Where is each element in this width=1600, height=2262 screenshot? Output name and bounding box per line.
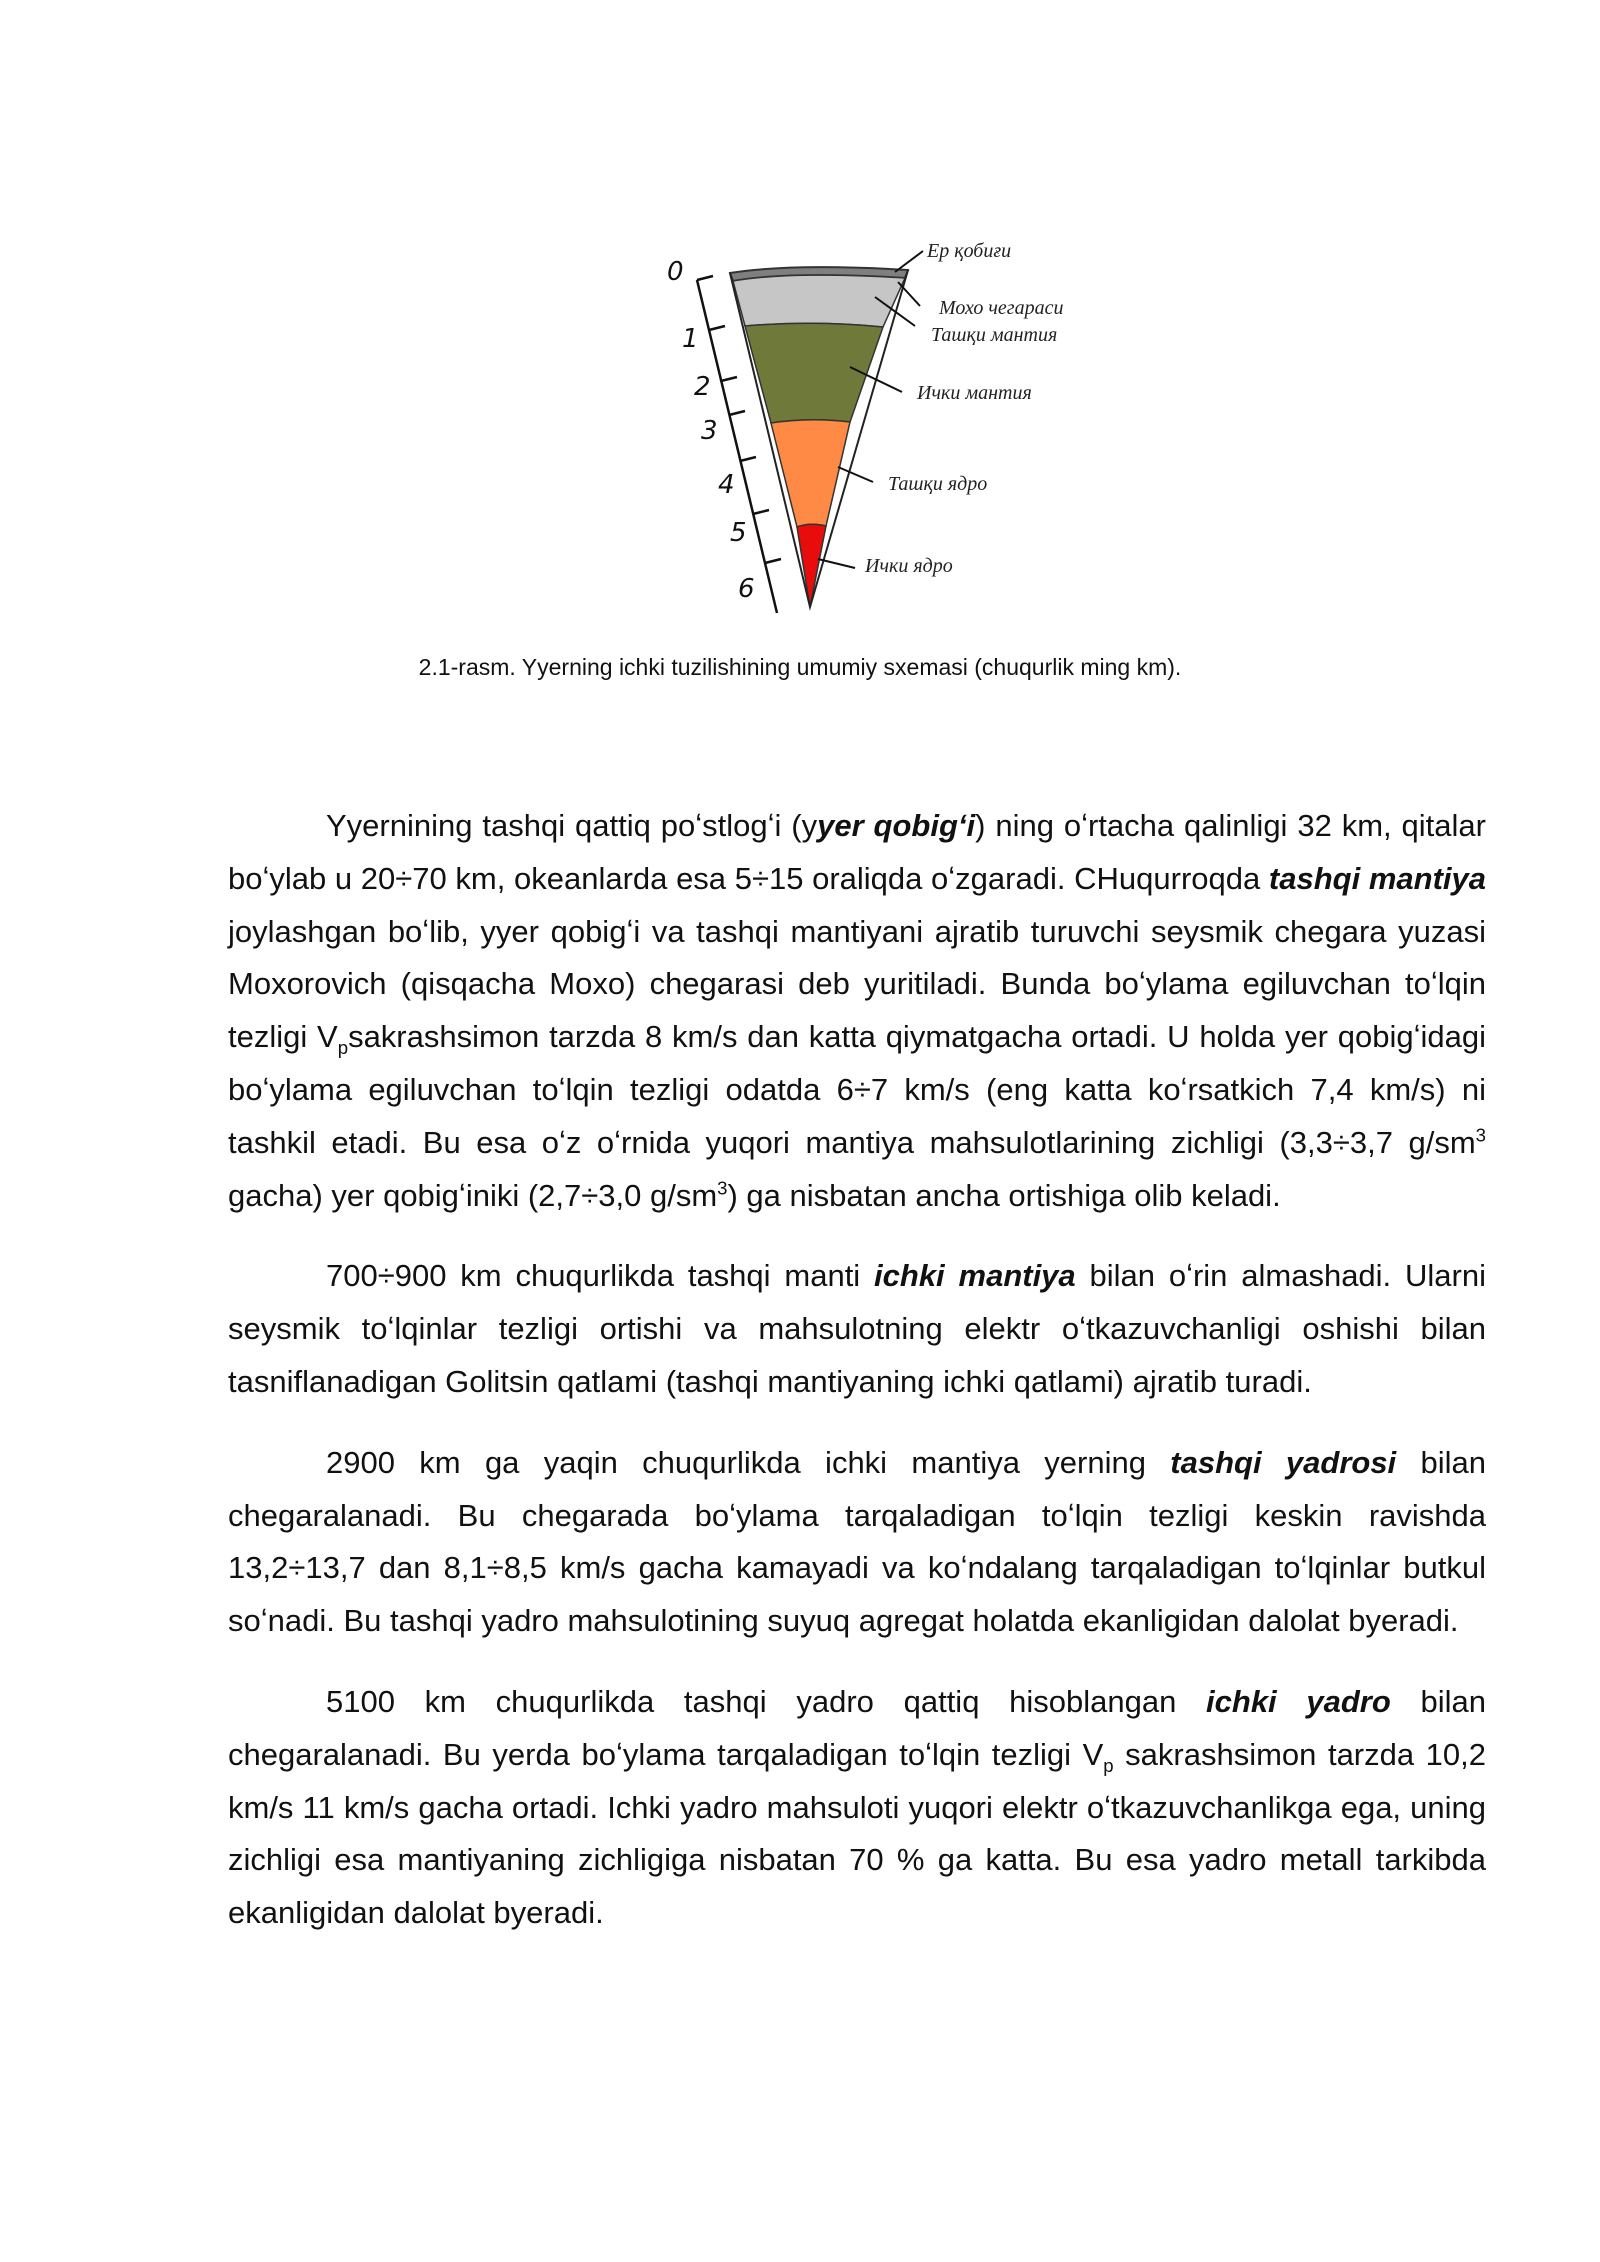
depth-tick-5: 5	[730, 518, 747, 548]
depth-tick-6: 6	[738, 574, 755, 604]
depth-tick-0: 0	[667, 257, 684, 287]
earth-section-diagram	[640, 235, 1100, 625]
depth-tick-1: 1	[682, 324, 699, 354]
paragraph-3: 2900 km ga yaqin chuqurlikda ichki mantiya yerning tashqi yadrosi bilan chegaralanadi. Bu chegarada boʻylama tarqaladigan toʻlqin tezligi keskin ravishda 13,2÷13,7 dan 8,1÷8,5 km/s gacha kamayadi va koʻndalang tarqaladigan toʻlqinlar butkul soʻnadi. Bu tashqi yadro mahsulotining suyuq agregat holatda ekanligidan dalolat byeradi.	[228, 1444, 1486, 1639]
paragraph-4: 5100 km chuqurlikda tashqi yadro qattiq hisoblangan ichki yadro bilan chegaralanadi. Bu yerda boʻylama tarqaladigan toʻlqin tezligi $V_p$ sakrashsimon tarzda 10,2 km/s 11 km/s gacha ortadi. Ichki yadro mahsuloti yuqori elektr oʻtkazuvchanlikga ega, uning zichligi esa mantiyaning zichligiga nisbatan 70 % ga katta. Bu esa yadro metall tarkibda ekanligidan dalolat byeradi.	[228, 1683, 1486, 1931]
body-text	[228, 800, 1486, 1968]
term-tashqi-mantiya: tashqi mantiya	[1268, 860, 1487, 896]
label-crust: Ер қобиғи	[927, 240, 1012, 262]
depth-tick-3: 3	[701, 416, 718, 446]
label-inner-mantle: Ички мантия	[917, 382, 1032, 404]
figure-caption: 2.1-rasm. Yyerning ichki tuzilishining umumiy sxemasi (chuqurlik ming km).	[418, 654, 1182, 680]
term-tashqi-yadrosi: tashqi yadrosi	[1170, 1444, 1397, 1480]
label-inner-core: Ички ядро	[865, 555, 953, 577]
term-yer-qobigi: yer qobigʻi	[817, 808, 976, 843]
label-moho: Мохо чегараси	[939, 297, 1064, 319]
label-outer-core: Ташқи ядро	[888, 473, 988, 495]
term-ichki-yadro: ichki yadro	[1206, 1683, 1391, 1719]
label-outer-mantle: Ташқи мантия	[931, 324, 1058, 346]
earth-structure-figure	[640, 235, 1100, 625]
depth-tick-4: 4	[718, 470, 735, 500]
term-ichki-mantiya: ichki mantiya	[874, 1258, 1076, 1294]
paragraph-1: Yyernining tashqi qattiq poʻstlogʻi (yyer qobigʻi) ning oʻrtacha qalinligi 32 km, qitalar boʻylab u 20÷70 km, okeanlarda esa 5÷15 oraliqda oʻzgaradi. CHuqurroqda tashqi mantiya joylashgan boʻlib, yyer qobigʻi va tashqi mantiyani ajratib turuvchi seysmik chegara yuzasi Moxorovich (qisqacha Moxo) chegarasi deb yuritiladi. Bunda boʻylama egiluvchan toʻlqin tezligi $V_psakrashsimon$ tarzda 8 km/s dan katta qiymatgacha ortadi. U holda yer qobigʻidagi boʻylama egiluvchan toʻlqin tezligi odatda 6÷7 km/s (eng katta koʻrsatkich 7,4 km/s) ni tashkil etadi. Bu esa oʻz oʻrnida yuqori mantiya mahsulotlarining zichligi (3,3÷3,7 $g/sm^3$ gacha) yer qobigʻiniki (2,7÷3,0 $g/sm^3$) ga nisbatan ancha ortishiga olib keladi.	[228, 808, 1487, 1213]
paragraph-2: 700÷900 km chuqurlikda tashqi manti ichki mantiya bilan oʻrin almashadi. Ularni seysmik toʻlqinlar tezligi ortishi va mahsulotning elektr oʻtkazuvchanligi oshishi bilan tasniflanadigan Golitsin qatlami (tashqi mantiyaning ichki qatlami) ajratib turadi.	[228, 1258, 1486, 1399]
depth-tick-2: 2	[694, 372, 711, 402]
